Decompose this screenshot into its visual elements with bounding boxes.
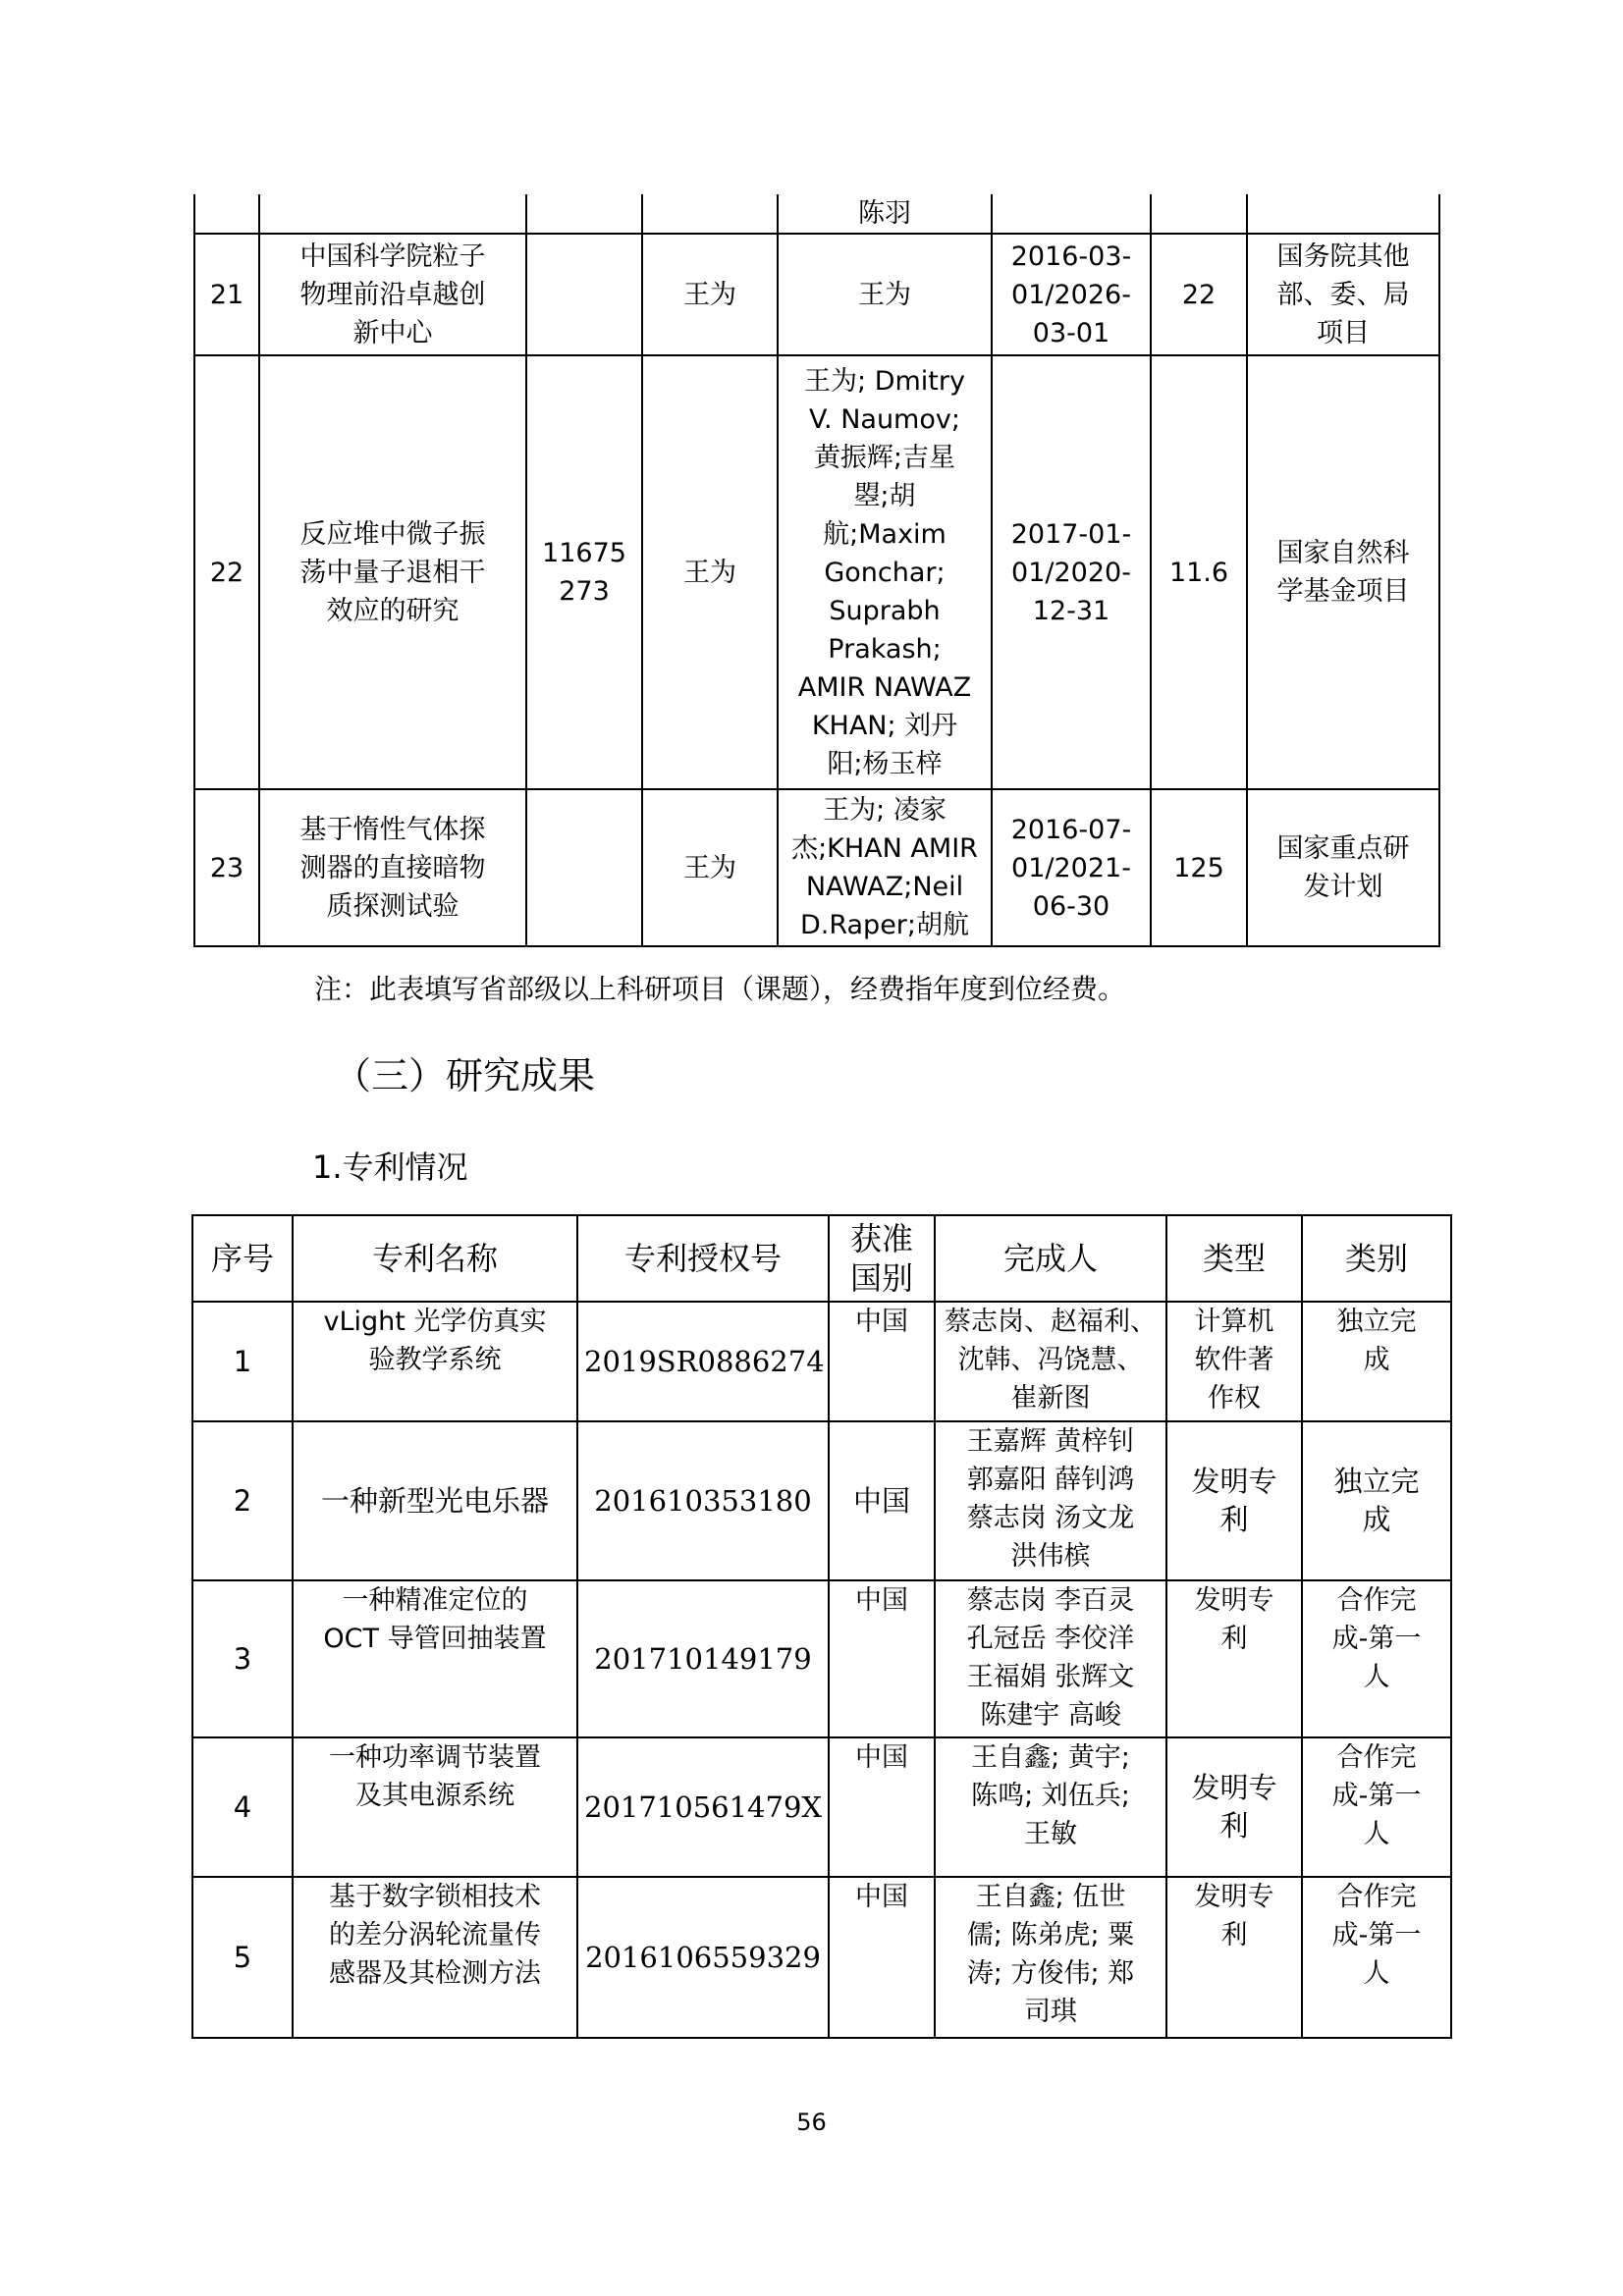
table-header-row	[192, 1215, 1451, 1302]
header-category: 类别	[1302, 1215, 1451, 1302]
patent-name: 一种精准定位的 OCT 导管回抽装置	[293, 1580, 577, 1737]
table-row	[194, 234, 1439, 355]
patent-country: 中国	[829, 1877, 935, 2038]
project-period: 2016-07- 01/2021- 06-30	[992, 789, 1151, 946]
patent-category: 独立完 成	[1302, 1421, 1451, 1580]
patent-name: vLight 光学仿真实 验教学系统	[293, 1302, 577, 1421]
project-source: 国务院其他 部、委、局 项目	[1247, 234, 1439, 355]
project-leader: 王为	[642, 355, 778, 789]
patent-auth-no: 2016106559329	[577, 1877, 829, 2038]
section-title: （三）研究成果	[334, 1054, 596, 1097]
project-no	[194, 194, 259, 234]
header-country: 获准 国别	[829, 1215, 935, 1302]
patent-auth-no: 201710149179	[577, 1580, 829, 1737]
patent-type: 发明专 利	[1166, 1877, 1302, 2038]
project-funding: 11.6	[1151, 355, 1247, 789]
patent-inventors: 王自鑫; 黄宇; 陈鸣; 刘伍兵; 王敏	[935, 1737, 1166, 1877]
patent-no: 4	[192, 1737, 293, 1877]
patent-auth-no: 2019SR0886274	[577, 1302, 829, 1421]
table-row	[194, 355, 1439, 789]
patent-category: 合作完 成-第一 人	[1302, 1877, 1451, 2038]
patent-inventors: 王嘉辉 黄梓钊 郭嘉阳 薛钊鸿 蔡志岗 汤文龙 洪伟槟	[935, 1421, 1166, 1580]
project-period	[992, 194, 1151, 234]
patent-country: 中国	[829, 1421, 935, 1580]
project-source: 国家自然科 学基金项目	[1247, 355, 1439, 789]
patent-type: 发明专 利	[1166, 1580, 1302, 1737]
patent-inventors: 王自鑫; 伍世 儒; 陈弟虎; 粟 涛; 方俊伟; 郑 司琪	[935, 1877, 1166, 2038]
patent-type: 计算机 软件著 作权	[1166, 1302, 1302, 1421]
table-row	[192, 1737, 1451, 1877]
project-members: 王为; Dmitry V. Naumov; 黄振辉;吉星 曌;胡 航;Maxim Gonchar; Suprabh Prakash; AMIR NAWAZ KHAN; 刘丹 阳;杨玉梓	[778, 355, 992, 789]
header-type: 类型	[1166, 1215, 1302, 1302]
table-row	[194, 789, 1439, 946]
table-row	[194, 194, 1439, 234]
project-no: 22	[194, 355, 259, 789]
header-auth-no: 专利授权号	[577, 1215, 829, 1302]
project-funding	[1151, 194, 1247, 234]
project-code	[526, 194, 642, 234]
patent-auth-no: 201710561479X	[577, 1737, 829, 1877]
project-name: 中国科学院粒子 物理前沿卓越创 新中心	[259, 234, 526, 355]
project-members: 王为	[778, 234, 992, 355]
project-members: 陈羽	[778, 194, 992, 234]
patent-no: 5	[192, 1877, 293, 2038]
patent-category: 独立完 成	[1302, 1302, 1451, 1421]
patent-type: 发明专 利	[1166, 1421, 1302, 1580]
patent-country: 中国	[829, 1737, 935, 1877]
patent-inventors: 蔡志岗 李百灵 孔冠岳 李佼洋 王福娟 张辉文 陈建宇 高峻	[935, 1580, 1166, 1737]
header-name: 专利名称	[293, 1215, 577, 1302]
project-leader: 王为	[642, 234, 778, 355]
header-inventors: 完成人	[935, 1215, 1166, 1302]
patent-no: 1	[192, 1302, 293, 1421]
project-no: 23	[194, 789, 259, 946]
table-row	[192, 1421, 1451, 1580]
patent-category: 合作完 成-第一 人	[1302, 1737, 1451, 1877]
patent-name: 基于数字锁相技术 的差分涡轮流量传 感器及其检测方法	[293, 1877, 577, 2038]
project-table	[193, 194, 1440, 947]
project-source: 国家重点研 发计划	[1247, 789, 1439, 946]
table-row	[192, 1580, 1451, 1737]
project-members: 王为; 凌家 杰;KHAN AMIR NAWAZ;Neil D.Raper;胡航	[778, 789, 992, 946]
project-period: 2016-03- 01/2026- 03-01	[992, 234, 1151, 355]
table-row	[192, 1302, 1451, 1421]
header-no: 序号	[192, 1215, 293, 1302]
project-funding: 125	[1151, 789, 1247, 946]
patent-no: 2	[192, 1421, 293, 1580]
patent-no: 3	[192, 1580, 293, 1737]
patent-table	[191, 1214, 1452, 2039]
sub-title: 1.专利情况	[312, 1148, 468, 1186]
patent-type: 发明专 利	[1166, 1737, 1302, 1877]
project-code: 11675 273	[526, 355, 642, 789]
patent-country: 中国	[829, 1302, 935, 1421]
patent-name: 一种功率调节装置 及其电源系统	[293, 1737, 577, 1877]
project-name: 反应堆中微子振 荡中量子退相干 效应的研究	[259, 355, 526, 789]
table-row	[192, 1877, 1451, 2038]
patent-country: 中国	[829, 1580, 935, 1737]
project-code	[526, 789, 642, 946]
patent-category: 合作完 成-第一 人	[1302, 1580, 1451, 1737]
page-number: 56	[796, 2109, 827, 2136]
project-name	[259, 194, 526, 234]
project-period: 2017-01- 01/2020- 12-31	[992, 355, 1151, 789]
project-leader: 王为	[642, 789, 778, 946]
patent-auth-no: 201610353180	[577, 1421, 829, 1580]
project-no: 21	[194, 234, 259, 355]
patent-inventors: 蔡志岗、赵福利、 沈韩、冯饶慧、 崔新图	[935, 1302, 1166, 1421]
project-source	[1247, 194, 1439, 234]
project-funding: 22	[1151, 234, 1247, 355]
table-note: 注：此表填写省部级以上科研项目（课题），经费指年度到位经费。	[314, 973, 1126, 1005]
project-name: 基于惰性气体探 测器的直接暗物 质探测试验	[259, 789, 526, 946]
project-leader	[642, 194, 778, 234]
patent-name: 一种新型光电乐器	[293, 1421, 577, 1580]
project-code	[526, 234, 642, 355]
